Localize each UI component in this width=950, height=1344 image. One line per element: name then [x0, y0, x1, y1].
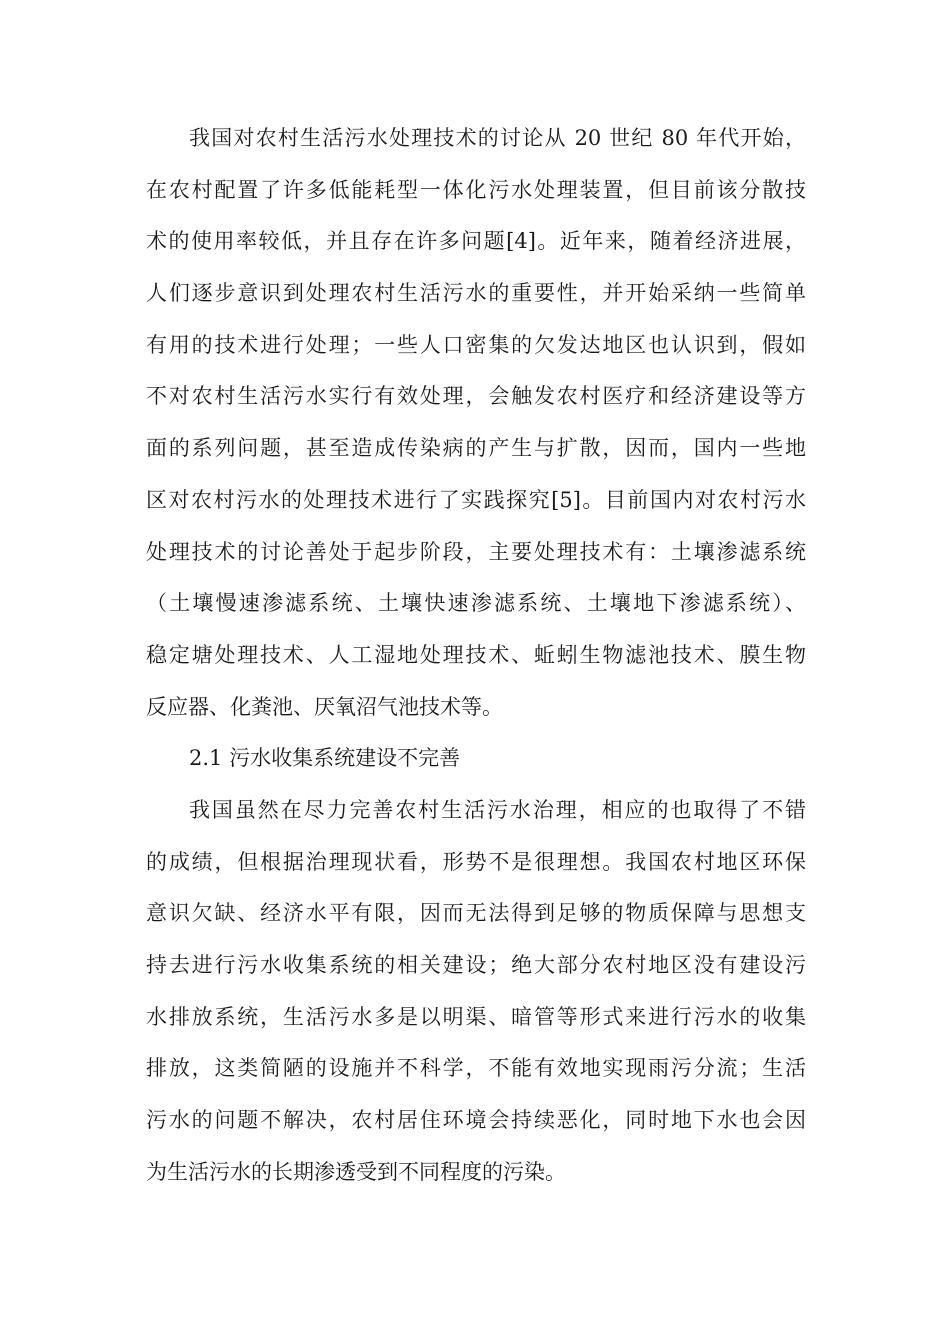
text-line: 排放，这类简陋的设施并不科学，不能有效地实现雨污分流；生活: [146, 1056, 806, 1081]
text-line: 在农村配置了许多低能耗型一体化污水处理装置，但目前该分散技: [146, 177, 806, 202]
text-line: 人们逐步意识到处理农村生活污水的重要性，并开始采纳一些简单: [146, 281, 806, 306]
text-line: 持去进行污水收集系统的相关建设；绝大部分农村地区没有建设污: [146, 953, 806, 977]
paragraph-collection-system: [146, 785, 806, 1199]
text-line: 我国虽然在尽力完善农村生活污水治理，相应的也取得了不错: [189, 797, 806, 822]
text-line: 污水的问题不解决，农村居住环境会持续恶化，同时地下水也会因: [146, 1108, 806, 1133]
text-line: 的成绩，但根据治理现状看，形势不是很理想。我国农村地区环保: [146, 849, 806, 874]
text-line: 稳定塘处理技术、人工湿地处理技术、蚯蚓生物滤池技术、膜生物: [146, 642, 806, 667]
paragraph-intro: [146, 113, 806, 733]
text-line: 反应器、化粪池、厌氧沼气池技术等。: [146, 694, 503, 719]
text-line: 术的使用率较低，并且存在许多问题[4]。近年来，随着经济进展，: [146, 229, 806, 254]
text-line: 水排放系统，生活污水多是以明渠、暗管等形式来进行污水的收集: [146, 1004, 806, 1029]
text-line: 区对农村污水的处理技术进行了实践探究[5]。目前国内对农村污水: [146, 487, 806, 512]
text-line: 面的系列问题，甚至造成传染病的产生与扩散，因而，国内一些地: [146, 436, 806, 461]
text-line: 处理技术的讨论善处于起步阶段，主要处理技术有：土壤渗滤系统: [146, 539, 806, 564]
document-body: [146, 113, 806, 1198]
text-line: 我国对农村生活污水处理技术的讨论从 20 世纪 80 年代开始，: [189, 126, 806, 150]
text-line: （土壤慢速渗滤系统、土壤快速渗滤系统、土壤地下渗滤系统）、: [146, 591, 806, 616]
text-line: 意识欠缺、经济水平有限，因而无法得到足够的物质保障与思想支: [146, 901, 806, 926]
text-line: 为生活污水的长期渗透受到不同程度的污染。: [146, 1159, 566, 1184]
text-line: 不对农村生活污水实行有效处理，会触发农村医疗和经济建设等方: [146, 384, 806, 409]
text-line: 有用的技术进行处理；一些人口密集的欠发达地区也认识到，假如: [146, 332, 806, 357]
section-heading: 2.1 污水收集系统建设不完善: [189, 746, 461, 771]
